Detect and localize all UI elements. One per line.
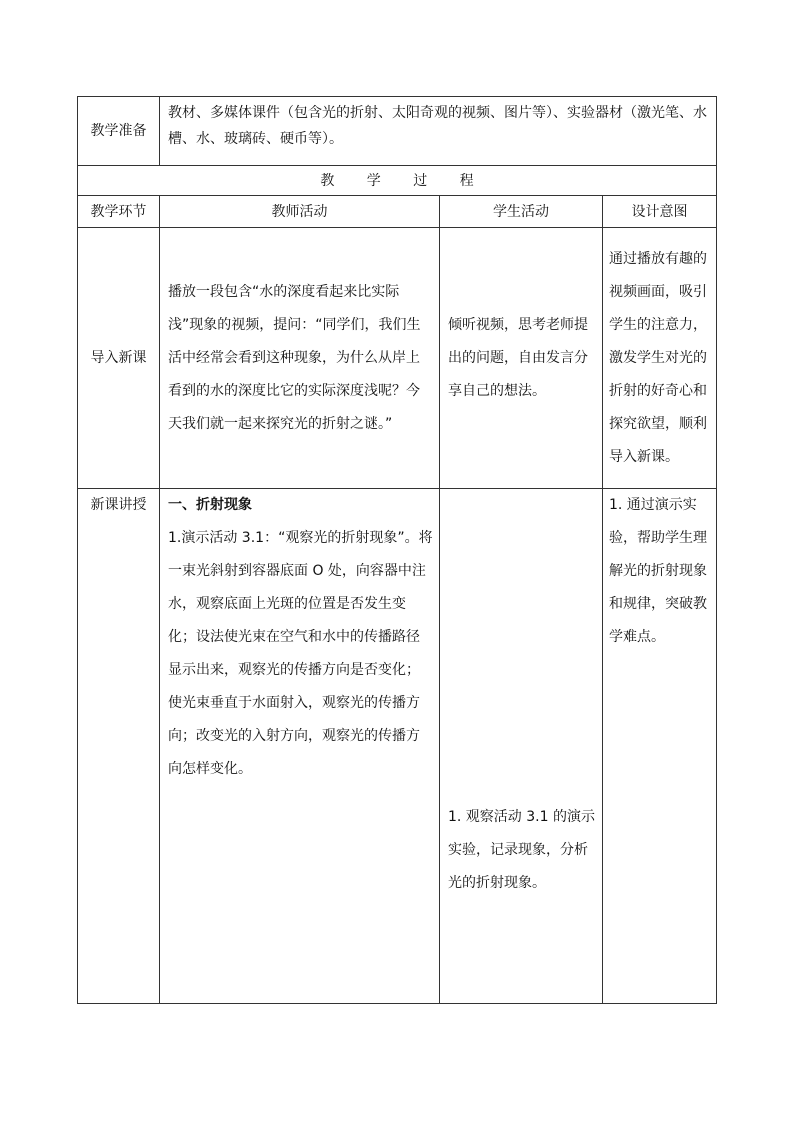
- new-lesson-intent-cell: [603, 489, 717, 1004]
- new-lesson-stage: 新课讲授: [90, 497, 147, 513]
- header-row: [78, 196, 717, 228]
- header-student: 学生活动: [440, 196, 603, 228]
- prep-content: 教材、多媒体课件（包含光的折射、太阳奇观的视频、图片等）、实验器材（激光笔、水槽、水、玻璃砖、硬币等）。: [168, 105, 707, 147]
- intro-student-cell: [440, 228, 603, 489]
- new-lesson-row: [78, 489, 717, 1004]
- prep-label: 教学准备: [78, 97, 160, 166]
- new-lesson-stage-cell: [78, 489, 160, 1004]
- lesson-plan-table: [77, 96, 717, 1004]
- intro-intent-cell: [603, 228, 717, 489]
- prep-content-cell: [160, 97, 717, 166]
- intro-teacher-cell: [160, 228, 440, 489]
- new-lesson-student-text: 1. 观察活动 3.1 的演示实验，记录现象，分析光的折射现象。: [448, 809, 595, 891]
- intro-intent-text: 通过播放有趣的视频画面，吸引学生的注意力，激发学生对光的折射的好奇心和探究欲望，顺利导入新课。: [609, 250, 707, 465]
- new-lesson-teacher-text: 1.演示活动 3.1：“观察光的折射现象”。将一束光斜射到容器底面 O 处，向容器中注水，观察底面上光斑的位置是否发生变化；设法使光束在空气和水中的传播路径显示出来，观察光的传播方向是否变化；使光束垂直于水面射入，观察光的传播方向；改变光的入射方向，观察光的传播方向怎样变化。: [168, 530, 433, 777]
- new-lesson-teacher-heading: 一、折射现象: [168, 497, 252, 513]
- process-title: 教 学 过 程: [320, 172, 488, 189]
- header-intent: 设计意图: [603, 196, 717, 228]
- intro-stage: 导入新课: [78, 228, 160, 489]
- process-title-cell: [78, 166, 717, 196]
- new-lesson-student-cell: [440, 489, 603, 1004]
- intro-teacher-text: 播放一段包含“水的深度看起来比实际浅”现象的视频，提问：“同学们，我们生活中经常会看到这种现象，为什么从岸上看到的水的深度比它的实际深度浅呢？今天我们就一起来探究光的折射之谜。”: [168, 283, 421, 432]
- process-title-row: [78, 166, 717, 196]
- intro-row: [78, 228, 717, 489]
- intro-student-text: 倾听视频，思考老师提出的问题，自由发言分享自己的想法。: [448, 316, 588, 399]
- header-stage: 教学环节: [78, 196, 160, 228]
- prep-row: [78, 97, 717, 166]
- new-lesson-teacher-cell: [160, 489, 440, 1004]
- header-teacher: 教师活动: [160, 196, 440, 228]
- new-lesson-intent-text: 1. 通过演示实验，帮助学生理解光的折射现象和规律，突破教学难点。: [609, 497, 707, 645]
